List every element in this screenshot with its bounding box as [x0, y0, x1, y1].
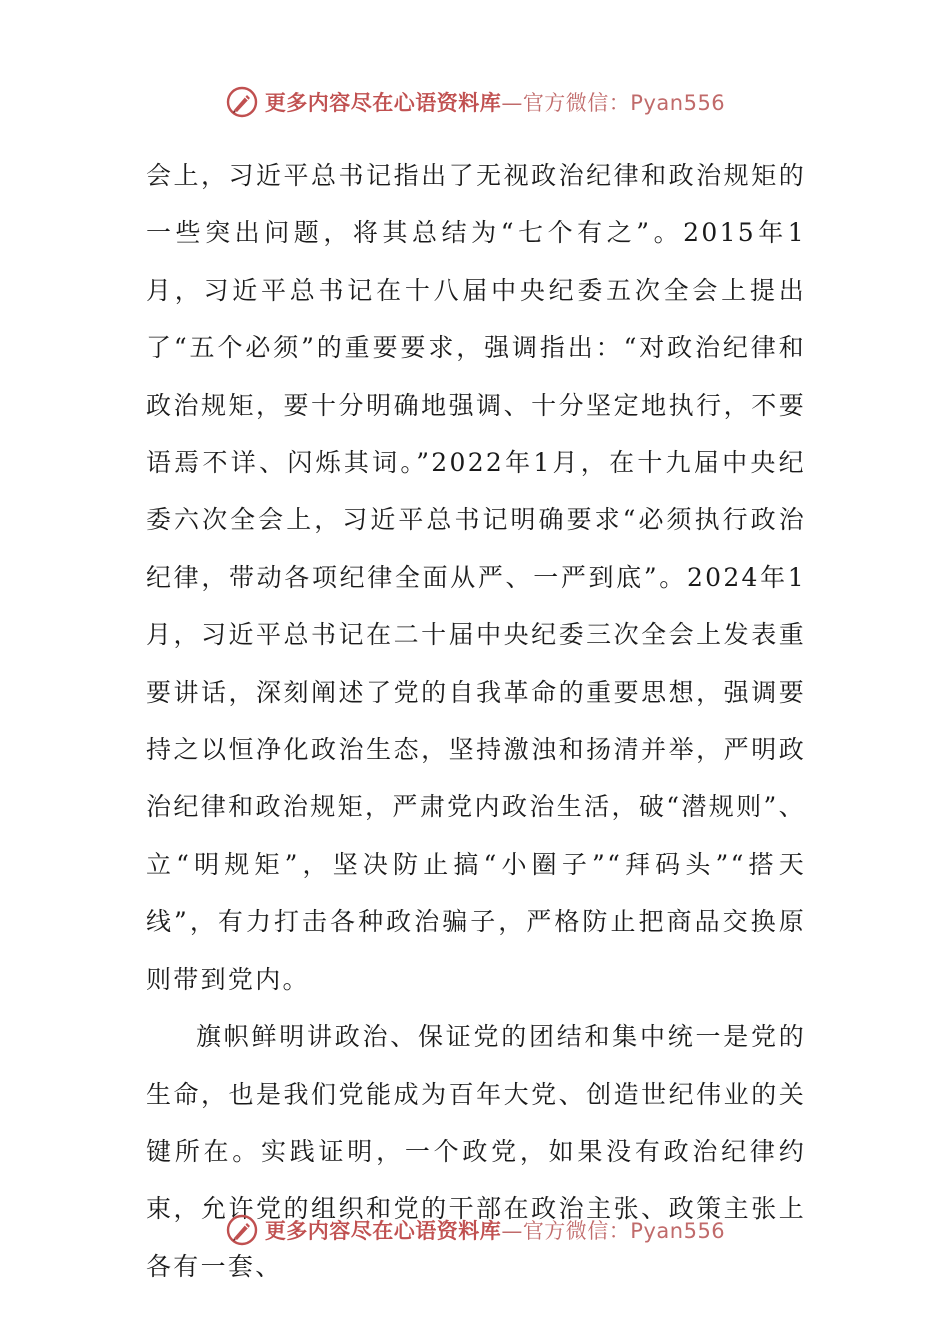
- watermark-text: [265, 1215, 725, 1245]
- header-watermark: [0, 80, 950, 124]
- paragraph-continued: 会上，习近平总书记指出了无视政治纪律和政治规矩的一些突出问题，将其总结为“七个有之”。2015年1月，习近平总书记在十八届中央纪委五次全会上提出了“五个必须”的重要要求，强调指出：“对政治纪律和政治规矩，要十分明确地强调、十分坚定地执行，不要语焉不详、闪烁其词。”2022年1月，在十九届中央纪委六次全会上，习近平总书记明确要求“必须执行政治纪律，带动各项纪律全面从严、一严到底”。2024年1月，习近平总书记在二十届中央纪委三次全会上发表重要讲话，深刻阐述了党的自我革命的重要思想，强调要持之以恒净化政治生态，坚持激浊和扬清并举，严明政治纪律和政治规矩，严肃党内政治生活，破“潜规则”、立“明规矩”，坚决防止搞“小圈子”“拜码头”“搭天线”，有力打击各种政治骗子，严格防止把商品交换原则带到党内。: [146, 161, 806, 994]
- paragraph: 旗帜鲜明讲政治、保证党的团结和集中统一是党的生命，也是我们党能成为百年大党、创造世纪伟业的关键所在。实践证明，一个政党，如果没有政治纪律约束，允许党的组织和党的干部在政治主张、政策主张上各有一套、: [146, 1022, 806, 1281]
- pen-logo-icon: [225, 85, 259, 119]
- watermark-dash: —: [501, 1219, 523, 1243]
- pen-logo-icon: [225, 1213, 259, 1247]
- watermark-text: [265, 87, 725, 117]
- watermark-group: [225, 1213, 725, 1247]
- watermark-dash: —: [501, 91, 523, 115]
- watermark-contact: 官方微信：Pyan556: [522, 91, 726, 115]
- watermark-group: [225, 85, 725, 119]
- watermark-brand: 更多内容尽在心语资料库: [264, 1219, 502, 1243]
- watermark-brand: 更多内容尽在心语资料库: [264, 91, 502, 115]
- document-body: [146, 147, 806, 1295]
- footer-watermark: [0, 1208, 950, 1252]
- watermark-contact: 官方微信：Pyan556: [522, 1219, 726, 1243]
